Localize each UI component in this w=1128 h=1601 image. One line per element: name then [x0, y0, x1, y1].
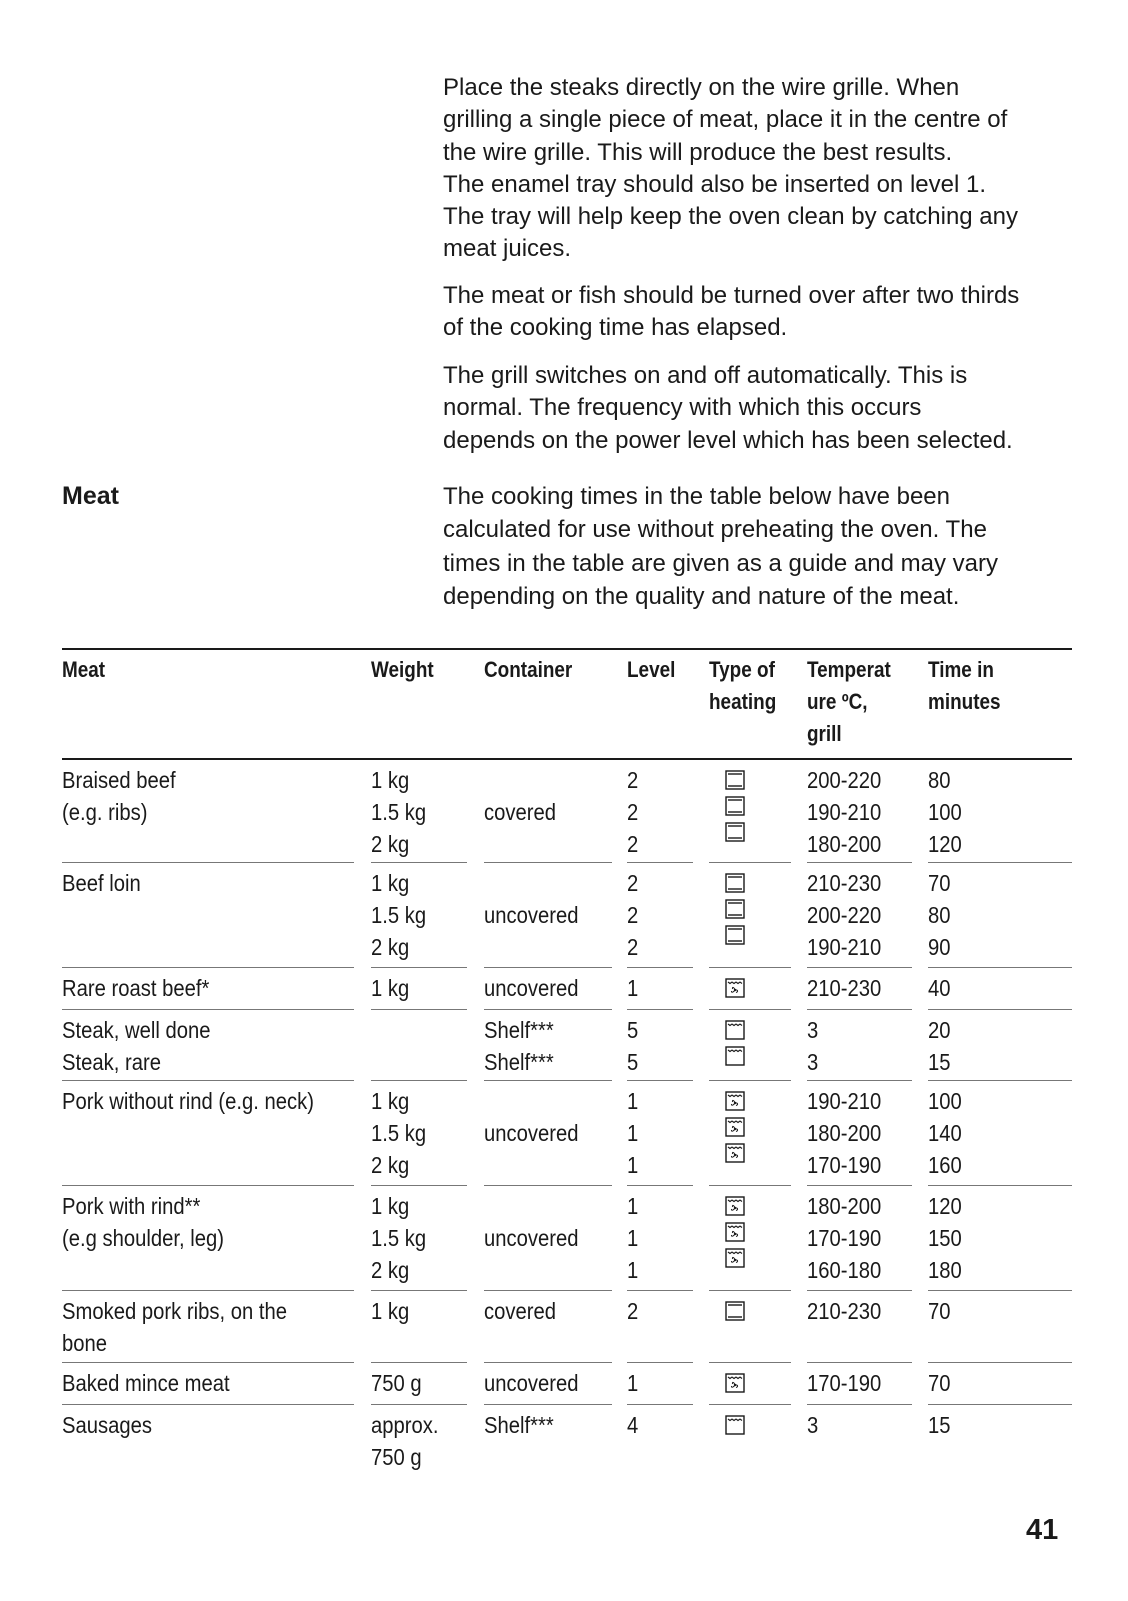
- column-header-time: [928, 654, 1001, 718]
- meat-value: Rare roast beef*: [62, 975, 210, 1001]
- meat-value: Braised beef: [62, 767, 176, 793]
- top-bottom-heat-icon: [725, 796, 745, 816]
- meat-cell: [62, 1085, 314, 1117]
- temperature-value: 200-220: [807, 902, 882, 928]
- meat-cell: [62, 1295, 287, 1359]
- time-value: 80: [928, 902, 951, 928]
- weight-value: 2 kg: [371, 1257, 410, 1283]
- text-line: The enamel tray should also be inserted on level 1.: [443, 170, 986, 198]
- level-cell: [627, 1014, 638, 1078]
- container-cell: [484, 1014, 554, 1078]
- top-bottom-heat-icon: [725, 822, 745, 842]
- meat-cell: [62, 764, 176, 828]
- time-cell: [928, 1367, 951, 1399]
- meat-cell: [62, 867, 141, 899]
- level-cell: [627, 867, 638, 963]
- temperature-value: 200-220: [807, 767, 882, 793]
- text-line: grilling a single piece of meat, place it in the centre of: [443, 106, 1008, 134]
- temperature-value: 190-210: [807, 934, 882, 960]
- meat-value: Steak, rare: [62, 1049, 161, 1075]
- time-value: 150: [928, 1225, 962, 1251]
- meat-value: (e.g shoulder, leg): [62, 1225, 225, 1251]
- top-bottom-heat-icon: [725, 1301, 745, 1321]
- container-value: [484, 1254, 579, 1286]
- header-line: Level: [627, 657, 676, 682]
- temperature-value: 3: [807, 1049, 819, 1075]
- heating-type-cell: [725, 1014, 745, 1072]
- temperature-value: 210-230: [807, 975, 882, 1001]
- level-value: 1: [627, 1257, 639, 1283]
- level-value: 2: [627, 831, 639, 857]
- level-cell: [627, 1409, 638, 1441]
- table-row: [62, 1291, 1072, 1363]
- level-cell: [627, 764, 638, 860]
- text-line: Place the steaks directly on the wire grille. When: [443, 74, 960, 101]
- text-line: meat juices.: [443, 235, 572, 263]
- heating-type-cell: [725, 1409, 745, 1441]
- time-value: 70: [928, 1298, 951, 1324]
- level-cell: [627, 972, 638, 1004]
- intro-paragraph-grilling: [443, 72, 1083, 266]
- table-row: [62, 863, 1072, 968]
- header-line: ure ºC,: [807, 689, 868, 714]
- weight-cell: [371, 1295, 409, 1327]
- temperature-value: 210-230: [807, 1298, 882, 1324]
- table-row: [62, 1010, 1072, 1081]
- temperature-value: 3: [807, 1412, 819, 1438]
- time-value: 180: [928, 1257, 962, 1283]
- meat-cell: [62, 1409, 152, 1441]
- temperature-cell: [807, 1085, 881, 1181]
- container-cell: [484, 1409, 554, 1441]
- time-value: 140: [928, 1120, 962, 1146]
- header-line: Type of: [709, 657, 775, 682]
- weight-cell: [371, 1409, 439, 1473]
- table-row: [62, 1186, 1072, 1291]
- level-cell: [627, 1367, 638, 1399]
- time-value: 120: [928, 831, 962, 857]
- container-value: Shelf***: [484, 1412, 554, 1438]
- level-value: 2: [627, 799, 639, 825]
- time-value: 100: [928, 799, 962, 825]
- meat-value: Pork without rind (e.g. neck): [62, 1088, 314, 1114]
- weight-value: 1 kg: [371, 1298, 410, 1324]
- level-value: 2: [627, 767, 639, 793]
- weight-value: 1 kg: [371, 975, 410, 1001]
- top-bottom-heat-icon: [725, 873, 745, 893]
- text-line: The cooking times in the table below have been: [443, 483, 950, 510]
- level-cell: [627, 1190, 638, 1286]
- intro-paragraph-cooking-times: [443, 480, 1083, 613]
- text-line: depends on the power level which has been selected.: [443, 426, 1013, 454]
- container-value: uncovered: [484, 1225, 579, 1251]
- temperature-cell: [807, 972, 881, 1004]
- level-value: 1: [627, 975, 639, 1001]
- level-cell: [627, 1295, 638, 1327]
- temperature-cell: [807, 1190, 881, 1286]
- temperature-value: 170-190: [807, 1370, 882, 1396]
- level-value: 1: [627, 1370, 639, 1396]
- time-value: 70: [928, 1370, 951, 1396]
- weight-cell: [371, 1190, 426, 1286]
- header-line: Meat: [62, 657, 106, 682]
- time-cell: [928, 972, 951, 1004]
- container-value: [484, 867, 579, 899]
- table-row: [62, 968, 1072, 1010]
- container-cell: [484, 1190, 579, 1286]
- temperature-value: 190-210: [807, 1088, 882, 1114]
- header-line: Time in: [928, 657, 994, 682]
- container-cell: [484, 1085, 579, 1181]
- weight-value: 2 kg: [371, 831, 410, 857]
- temperature-value: 3: [807, 1017, 819, 1043]
- text-line: calculated for use without preheating the oven. The: [443, 516, 987, 544]
- time-cell: [928, 867, 951, 963]
- meat-cell: [62, 1190, 224, 1254]
- level-value: 2: [627, 870, 639, 896]
- weight-cell: [371, 867, 426, 963]
- weight-cell: [371, 764, 426, 860]
- temperature-cell: [807, 1409, 818, 1441]
- weight-value: approx.: [371, 1412, 439, 1438]
- temperature-cell: [807, 1014, 818, 1078]
- weight-value: 1.5 kg: [371, 799, 427, 825]
- top-bottom-heat-icon: [725, 925, 745, 945]
- weight-value: 1 kg: [371, 870, 410, 896]
- temperature-cell: [807, 867, 881, 963]
- time-value: 40: [928, 975, 951, 1001]
- time-value: 15: [928, 1049, 951, 1075]
- level-value: 5: [627, 1049, 639, 1075]
- hot-air-grilling-icon: [725, 1222, 745, 1242]
- temperature-value: 160-180: [807, 1257, 882, 1283]
- meat-value: Baked mince meat: [62, 1370, 230, 1396]
- column-header-meat: [62, 654, 105, 686]
- section-heading-meat: Meat: [62, 482, 119, 510]
- level-value: 2: [627, 902, 639, 928]
- container-value: uncovered: [484, 902, 579, 928]
- hot-air-grilling-icon: [725, 1091, 745, 1111]
- text-line: times in the table are given as a guide and may vary: [443, 549, 998, 577]
- text-line: normal. The frequency with which this occurs: [443, 394, 922, 422]
- time-cell: [928, 1014, 951, 1078]
- meat-cell: [62, 1367, 230, 1399]
- container-value: Shelf***: [484, 1049, 554, 1075]
- container-value: covered: [484, 799, 557, 825]
- container-value: [484, 1085, 579, 1117]
- heating-type-cell: [725, 1190, 745, 1274]
- container-value: uncovered: [484, 975, 579, 1001]
- weight-cell: [371, 1085, 426, 1181]
- level-cell: [627, 1085, 638, 1181]
- time-cell: [928, 1295, 951, 1327]
- time-value: 120: [928, 1193, 962, 1219]
- text-line: The tray will help keep the oven clean by catching any: [443, 203, 1019, 231]
- full-width-grill-icon: [725, 1415, 745, 1435]
- full-width-grill-icon: [725, 1046, 745, 1066]
- time-cell: [928, 764, 962, 860]
- meat-value: bone: [62, 1330, 108, 1356]
- temperature-value: 170-190: [807, 1152, 882, 1178]
- heating-type-cell: [725, 867, 745, 951]
- hot-air-grilling-icon: [725, 1248, 745, 1268]
- temperature-value: 180-200: [807, 1193, 882, 1219]
- column-header-temperature: [807, 654, 891, 750]
- container-value: Shelf***: [484, 1017, 554, 1043]
- weight-value: 750 g: [371, 1444, 422, 1470]
- container-cell: [484, 1367, 579, 1399]
- time-value: 90: [928, 934, 951, 960]
- column-header-weight: [371, 654, 434, 686]
- level-value: 2: [627, 1298, 639, 1324]
- meat-value: Sausages: [62, 1412, 153, 1438]
- top-bottom-heat-icon: [725, 770, 745, 790]
- top-bottom-heat-icon: [725, 899, 745, 919]
- page-number: 41: [1026, 1514, 1059, 1546]
- container-value: [484, 1190, 579, 1222]
- container-cell: [484, 1295, 556, 1327]
- time-cell: [928, 1085, 962, 1181]
- meat-cell: [62, 972, 209, 1004]
- temperature-cell: [807, 1295, 881, 1327]
- container-value: [484, 931, 579, 963]
- time-value: 100: [928, 1088, 962, 1114]
- temperature-value: 180-200: [807, 831, 882, 857]
- level-value: 1: [627, 1193, 639, 1219]
- weight-value: 1 kg: [371, 1193, 410, 1219]
- meat-value: Steak, well done: [62, 1017, 211, 1043]
- weight-value: 1 kg: [371, 1088, 410, 1114]
- heating-type-cell: [725, 1085, 745, 1169]
- hot-air-grilling-icon: [725, 1117, 745, 1137]
- text-line: depending on the quality and nature of the meat.: [443, 582, 960, 610]
- table-row: [62, 760, 1072, 863]
- container-value: covered: [484, 1298, 557, 1324]
- time-cell: [928, 1409, 951, 1441]
- meat-cell: [62, 1014, 211, 1078]
- temperature-value: 190-210: [807, 799, 882, 825]
- container-value: [484, 828, 556, 860]
- weight-value: 750 g: [371, 1370, 422, 1396]
- table-header: [62, 648, 1072, 760]
- weight-value: 1 kg: [371, 767, 410, 793]
- table-row: [62, 1081, 1072, 1186]
- time-cell: [928, 1190, 962, 1286]
- header-line: grill: [807, 721, 842, 746]
- hot-air-grilling-icon: [725, 978, 745, 998]
- text-line: The grill switches on and off automatically. This is: [443, 362, 968, 389]
- full-width-grill-icon: [725, 1020, 745, 1040]
- header-line: Temperat: [807, 657, 891, 682]
- time-value: 80: [928, 767, 951, 793]
- temperature-value: 170-190: [807, 1225, 882, 1251]
- temperature-value: 180-200: [807, 1120, 882, 1146]
- weight-cell: [371, 972, 409, 1004]
- weight-cell: [371, 1367, 422, 1399]
- header-line: Weight: [371, 657, 434, 682]
- meat-value: Smoked pork ribs, on the: [62, 1298, 288, 1324]
- level-value: 2: [627, 934, 639, 960]
- column-header-container: [484, 654, 572, 686]
- hot-air-grilling-icon: [725, 1143, 745, 1163]
- meat-value: Beef loin: [62, 870, 141, 896]
- meat-cooking-table: [62, 648, 1072, 1489]
- time-value: 70: [928, 870, 951, 896]
- header-line: heating: [709, 689, 777, 714]
- level-value: 4: [627, 1412, 639, 1438]
- text-line: The meat or fish should be turned over after two thirds: [443, 282, 1020, 309]
- level-value: 5: [627, 1017, 639, 1043]
- container-value: [484, 1149, 579, 1181]
- text-line: the wire grille. This will produce the best results.: [443, 138, 953, 166]
- weight-value: 2 kg: [371, 934, 410, 960]
- heating-type-cell: [725, 764, 745, 848]
- level-value: 1: [627, 1120, 639, 1146]
- temperature-value: 210-230: [807, 870, 882, 896]
- hot-air-grilling-icon: [725, 1196, 745, 1216]
- time-value: 160: [928, 1152, 962, 1178]
- level-value: 1: [627, 1152, 639, 1178]
- container-cell: [484, 764, 556, 860]
- level-value: 1: [627, 1088, 639, 1114]
- weight-value: 2 kg: [371, 1152, 410, 1178]
- heating-type-cell: [725, 1295, 745, 1327]
- table-row: [62, 1405, 1072, 1489]
- heating-type-cell: [725, 1367, 745, 1399]
- container-cell: [484, 867, 579, 963]
- intro-paragraph-turning: [443, 280, 1083, 345]
- meat-value: (e.g. ribs): [62, 799, 148, 825]
- container-value: uncovered: [484, 1120, 579, 1146]
- time-value: 20: [928, 1017, 951, 1043]
- weight-value: 1.5 kg: [371, 1225, 427, 1251]
- time-value: 15: [928, 1412, 951, 1438]
- weight-value: 1.5 kg: [371, 1120, 427, 1146]
- temperature-cell: [807, 1367, 881, 1399]
- header-line: Container: [484, 657, 573, 682]
- weight-value: 1.5 kg: [371, 902, 427, 928]
- intro-paragraph-grill-switch: [443, 360, 1083, 457]
- table-row: [62, 1363, 1072, 1405]
- temperature-cell: [807, 764, 881, 860]
- column-header-level: [627, 654, 675, 686]
- header-line: minutes: [928, 689, 1001, 714]
- hot-air-grilling-icon: [725, 1373, 745, 1393]
- column-header-heating: [709, 654, 776, 718]
- container-value: uncovered: [484, 1370, 579, 1396]
- table-body: [62, 760, 1072, 1489]
- container-cell: [484, 972, 579, 1004]
- level-value: 1: [627, 1225, 639, 1251]
- text-line: of the cooking time has elapsed.: [443, 314, 788, 342]
- heating-type-cell: [725, 972, 745, 1004]
- container-value: [484, 764, 556, 796]
- meat-value: Pork with rind**: [62, 1193, 201, 1219]
